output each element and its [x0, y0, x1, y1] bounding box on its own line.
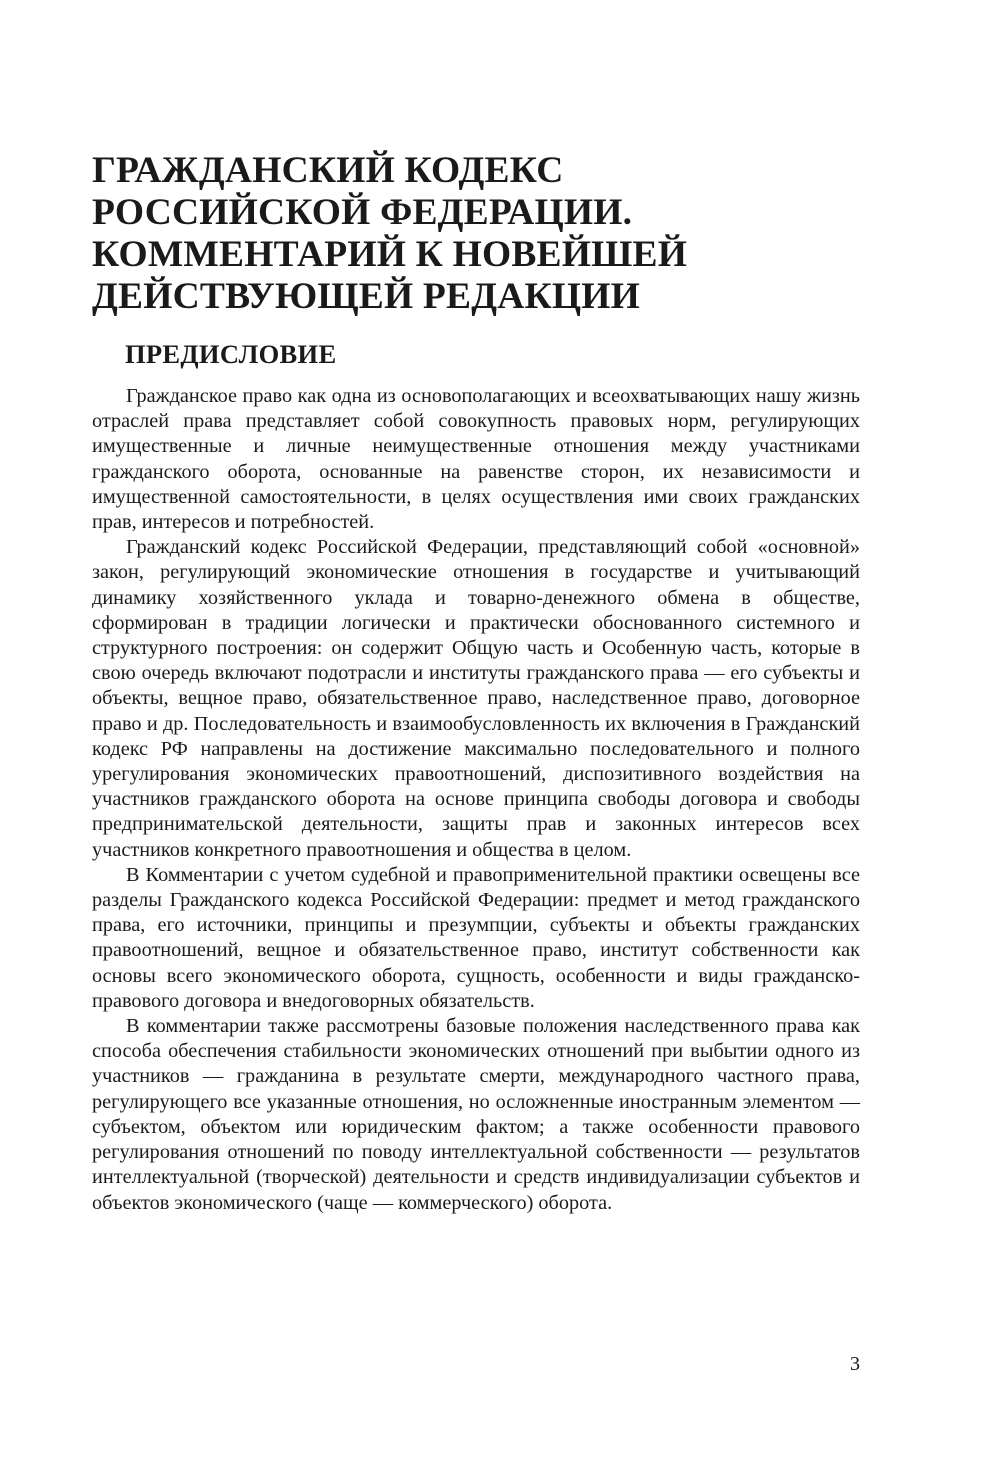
book-title-line: РОССИЙСКОЙ ФЕДЕРАЦИИ. [92, 192, 633, 233]
body-text [92, 384, 860, 1216]
book-title-line: ГРАЖДАНСКИЙ КОДЕКС [92, 150, 564, 191]
paragraph: В Комментарии с учетом судебной и правоприменительной практики освещены все разделы Гражданского кодекса Российской Федерации: предмет и метод гражданского права, его источники, принципы и презумпции, субъекты и объекты гражданских правоотношений, вещное и обязательственное право, институт собственности как основы всего экономического оборота, сущность, особенности и виды гражданско-правового договора и внедоговорных обязательств. [92, 863, 860, 1012]
book-title [92, 150, 860, 318]
paragraph: Гражданский кодекс Российской Федерации, представляющий собой «основной» закон, регулирующий экономические отношения в государстве и учитывающий динамику хозяйственного уклада и товарно-денежного обмена в обществе, сформирован в традиции логически и практически обоснованного системного и структурного построения: он содержит Общую часть и Особенную часть, которые в свою очередь включают подотрасли и институты гражданского права — его субъекты и объекты, вещное право, обязательственное право, наследственное право, договорное право и др. Последовательность и взаимообусловленность их включения в Гражданский кодекс РФ направлены на достижение максимально последовательного и полного урегулирования экономических правоотношений, диспозитивного воздействия на участников гражданского оборота на основе принципа свободы договора и свободы предпринимательской деятельности, защиты прав и законных интересов всех участников конкретного правоотношения и общества в целом. [92, 536, 860, 861]
book-title-line: ДЕЙСТВУЮЩЕЙ РЕДАКЦИИ [92, 276, 641, 317]
page-number: 3 [850, 1353, 860, 1375]
book-title-line: КОММЕНТАРИЙ К НОВЕЙШЕЙ [92, 234, 688, 275]
paragraph: Гражданское право как одна из основополагающих и всеохватывающих нашу жизнь отраслей права представляет собой совокупность правовых норм, регулирующих имущественные и личные неимущественные отношения между участниками гражданского оборота, основанные на равенстве сторон, их независимости и имущественной самостоятельности, в целях осуществления ими своих гражданских прав, интересов и потребностей. [92, 385, 860, 534]
section-title: ПРЕДИСЛОВИЕ [125, 339, 337, 369]
paragraph: В комментарии также рассмотрены базовые положения наследственного права как способа обеспечения стабильности экономических отношений при выбытии одного из участников — гражданина в результате смерти, международного частного права, регулирующего все указанные отношения, но осложненные иностранным элементом — субъектом, объектом или юридическим фактом; а также особенности правового регулирования отношений по поводу интеллектуальной собственности — результатов интеллектуальной (творческой) деятельности и средств индивидуализации субъектов и объектов экономического (чаще — коммерческого) оборота. [92, 1015, 860, 1214]
book-page [92, 150, 860, 1216]
